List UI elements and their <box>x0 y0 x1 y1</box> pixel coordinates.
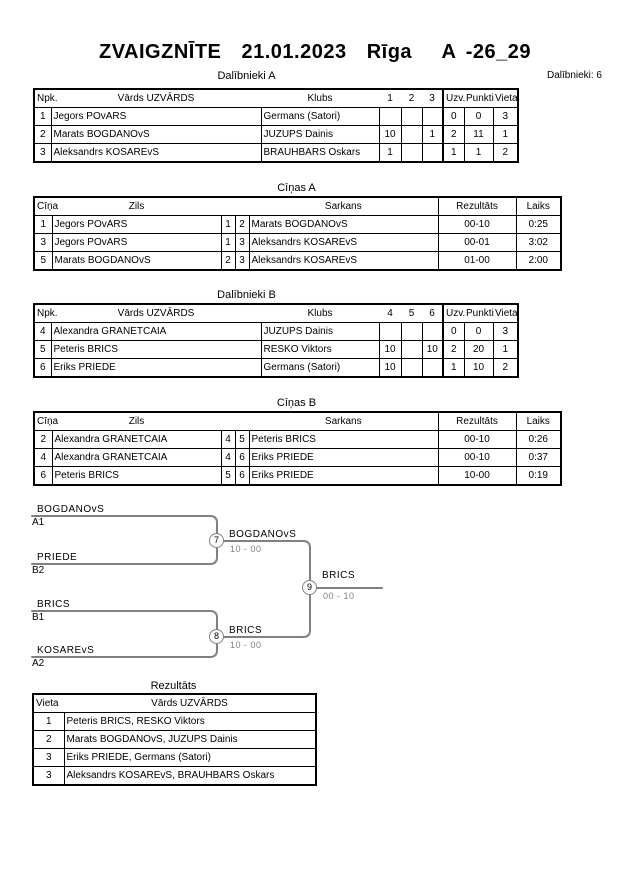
cell-vieta: 1 <box>33 713 64 731</box>
section-label-cinas-a: Cīņas A <box>277 182 316 194</box>
col-header-rezultats: Rezultāts <box>438 197 516 216</box>
cell-rezultats: 00-10 <box>438 449 516 467</box>
cell-cina: 3 <box>34 234 52 252</box>
cell-uzv: 2 <box>443 341 464 359</box>
col-header-laiks: Laiks <box>516 197 561 216</box>
cell-score-3 <box>422 108 443 126</box>
cell-laiks: 0:26 <box>516 431 561 449</box>
cell-name: Eriks PRIEDE <box>51 359 261 378</box>
cell-sarkans: Eriks PRIEDE <box>249 449 438 467</box>
col-header-vieta: Vieta <box>493 89 518 108</box>
cell-name: Aleksandrs KOSAREvS, BRAUHBARS Oskars <box>64 767 316 786</box>
table-row <box>33 713 316 731</box>
col-header-sarkans: Sarkans <box>249 197 438 216</box>
table-row <box>34 234 561 252</box>
bracket <box>0 495 420 685</box>
col-header-blank <box>221 197 235 216</box>
cell-vieta: 3 <box>493 108 518 126</box>
cell-laiks: 0:37 <box>516 449 561 467</box>
col-header-name: Vārds UZVĀRDS <box>64 694 316 713</box>
cinas-a-table <box>33 196 562 271</box>
cell-score-5 <box>401 341 422 359</box>
cell-rezultats: 01-00 <box>438 252 516 271</box>
col-header-klubs: Klubs <box>261 89 379 108</box>
col-header-uzv: Uzv. <box>443 304 464 323</box>
cell-zils: Jegors POvARS <box>52 234 221 252</box>
col-header-cina: Cīņa <box>34 197 52 216</box>
cell-vieta: 1 <box>493 126 518 144</box>
cell-npk: 6 <box>34 359 51 378</box>
match-9-winner: BRICS <box>322 570 356 581</box>
cell-npk: 2 <box>34 126 51 144</box>
cell-name: Eriks PRIEDE, Germans (Satori) <box>64 749 316 767</box>
section-label-dalibnieki-a: Dalībnieki A <box>217 70 276 82</box>
bracket-entrant-name: BRICS <box>37 599 71 610</box>
table-row <box>34 216 561 234</box>
section-label-rezultats: Rezultāts <box>150 680 197 692</box>
page-title: ZVAIGZNĪTE 21.01.2023 Rīga A -26_29 <box>98 41 532 63</box>
cell-sarkans: Aleksandrs KOSAREvS <box>249 234 438 252</box>
cell-n2: 2 <box>235 216 249 234</box>
table-row <box>34 323 518 341</box>
cell-score-1: 10 <box>379 126 401 144</box>
cell-npk: 5 <box>34 341 51 359</box>
cell-uzv: 1 <box>443 144 464 163</box>
cell-score-4: 10 <box>379 341 401 359</box>
cell-score-2 <box>401 126 422 144</box>
cell-vieta: 3 <box>493 323 518 341</box>
cell-klubs: RESKO Viktors <box>261 341 379 359</box>
bracket-line-entrant-3 <box>32 611 217 630</box>
match-7-circle: 7 <box>209 533 224 548</box>
bracket-entrant-name: BOGDANOvS <box>37 504 105 515</box>
table-row <box>33 749 316 767</box>
cell-zils: Jegors POvARS <box>52 216 221 234</box>
col-header-1: 1 <box>379 89 401 108</box>
cell-punkti: 20 <box>464 341 493 359</box>
col-header-blank <box>235 197 249 216</box>
bracket-seed-label: A2 <box>32 658 45 669</box>
col-header-vieta: Vieta <box>33 694 64 713</box>
col-header-npk: Npk. <box>34 304 51 323</box>
col-header-cina: Cīņa <box>34 412 52 431</box>
bracket-seed-label: B2 <box>32 565 45 576</box>
col-header-4: 4 <box>379 304 401 323</box>
table-header-row <box>34 89 518 108</box>
cell-zils: Marats BOGDANOvS <box>52 252 221 271</box>
cell-cina: 2 <box>34 431 52 449</box>
cell-name: Jegors POvARS <box>51 108 261 126</box>
cell-sarkans: Eriks PRIEDE <box>249 467 438 486</box>
cell-rezultats: 00-10 <box>438 216 516 234</box>
cell-name: Alexandra GRANETCAIA <box>51 323 261 341</box>
cell-vieta: 3 <box>33 749 64 767</box>
table-row <box>34 144 518 163</box>
cell-uzv: 0 <box>443 108 464 126</box>
cell-n1: 4 <box>221 431 235 449</box>
col-header-2: 2 <box>401 89 422 108</box>
cell-punkti: 0 <box>464 323 493 341</box>
cell-vieta: 2 <box>493 144 518 163</box>
cell-sarkans: Peteris BRICS <box>249 431 438 449</box>
col-header-name: Vārds UZVĀRDS <box>51 304 261 323</box>
cell-score-2 <box>401 108 422 126</box>
cell-laiks: 0:25 <box>516 216 561 234</box>
col-header-laiks: Laiks <box>516 412 561 431</box>
cell-punkti: 10 <box>464 359 493 378</box>
cell-cina: 1 <box>34 216 52 234</box>
table-row <box>33 767 316 786</box>
cell-n2: 3 <box>235 252 249 271</box>
col-header-zils: Zils <box>52 412 221 431</box>
cell-klubs: Germans (Satori) <box>261 359 379 378</box>
bracket-line-entrant-1 <box>32 516 217 534</box>
match-7-winner: BOGDANOvS <box>229 529 297 540</box>
cell-name: Aleksandrs KOSAREvS <box>51 144 261 163</box>
cell-score-5 <box>401 323 422 341</box>
col-header-3: 3 <box>422 89 443 108</box>
table-row <box>34 126 518 144</box>
cell-vieta: 2 <box>493 359 518 378</box>
cell-klubs: JUZUPS Dainis <box>261 126 379 144</box>
cell-n1: 2 <box>221 252 235 271</box>
bracket-entrant-name: PRIEDE <box>37 552 78 563</box>
cell-rezultats: 10-00 <box>438 467 516 486</box>
cell-score-4 <box>379 323 401 341</box>
cell-cina: 5 <box>34 252 52 271</box>
cell-laiks: 0:19 <box>516 467 561 486</box>
table-header-row <box>34 412 561 431</box>
cell-uzv: 0 <box>443 323 464 341</box>
bracket-seed-label: A1 <box>32 517 45 528</box>
col-header-vieta: Vieta <box>493 304 518 323</box>
match-8-winner: BRICS <box>229 625 263 636</box>
col-header-5: 5 <box>401 304 422 323</box>
cell-vieta: 3 <box>33 767 64 786</box>
cell-score-1 <box>379 108 401 126</box>
col-header-punkti: Punkti <box>464 89 493 108</box>
cell-cina: 4 <box>34 449 52 467</box>
table-header-row <box>33 694 316 713</box>
rezultats-table <box>32 693 317 786</box>
cell-uzv: 2 <box>443 126 464 144</box>
table-row <box>34 252 561 271</box>
table-row <box>34 359 518 378</box>
col-header-zils: Zils <box>52 197 221 216</box>
cell-vieta: 1 <box>493 341 518 359</box>
col-header-sarkans: Sarkans <box>249 412 438 431</box>
cell-npk: 1 <box>34 108 51 126</box>
col-header-uzv: Uzv. <box>443 89 464 108</box>
cell-sarkans: Aleksandrs KOSAREvS <box>249 252 438 271</box>
cell-klubs: JUZUPS Dainis <box>261 323 379 341</box>
section-label-cinas-b: Cīņas B <box>276 397 317 409</box>
cell-name: Peteris BRICS, RESKO Viktors <box>64 713 316 731</box>
match-7-score: 10 - 00 <box>230 544 262 554</box>
cell-score-3 <box>422 144 443 163</box>
bracket-seed-label: B1 <box>32 612 45 623</box>
cell-laiks: 2:00 <box>516 252 561 271</box>
table-row <box>34 431 561 449</box>
col-header-6: 6 <box>422 304 443 323</box>
cell-score-6: 10 <box>422 341 443 359</box>
cell-n2: 6 <box>235 467 249 486</box>
col-header-rezultats: Rezultāts <box>438 412 516 431</box>
cell-score-6 <box>422 323 443 341</box>
cell-npk: 4 <box>34 323 51 341</box>
cell-punkti: 0 <box>464 108 493 126</box>
cell-score-5 <box>401 359 422 378</box>
cell-vieta: 2 <box>33 731 64 749</box>
cell-rezultats: 00-01 <box>438 234 516 252</box>
dalibnieki-b-table <box>33 303 519 378</box>
cell-rezultats: 00-10 <box>438 431 516 449</box>
col-header-klubs: Klubs <box>261 304 379 323</box>
cell-name: Marats BOGDANOvS, JUZUPS Dainis <box>64 731 316 749</box>
cell-sarkans: Marats BOGDANOvS <box>249 216 438 234</box>
cell-n1: 4 <box>221 449 235 467</box>
cell-n2: 3 <box>235 234 249 252</box>
cell-score-4: 10 <box>379 359 401 378</box>
cell-klubs: Germans (Satori) <box>261 108 379 126</box>
col-header-blank <box>235 412 249 431</box>
cell-name: Peteris BRICS <box>51 341 261 359</box>
cell-score-3: 1 <box>422 126 443 144</box>
match-9-circle: 9 <box>302 580 317 595</box>
cell-name: Marats BOGDANOvS <box>51 126 261 144</box>
table-row <box>34 449 561 467</box>
col-header-blank <box>221 412 235 431</box>
cell-klubs: BRAUHBARS Oskars <box>261 144 379 163</box>
cell-n1: 1 <box>221 234 235 252</box>
cell-n2: 6 <box>235 449 249 467</box>
col-header-name: Vārds UZVĀRDS <box>51 89 261 108</box>
cell-npk: 3 <box>34 144 51 163</box>
cell-score-1: 1 <box>379 144 401 163</box>
table-row <box>34 467 561 486</box>
table-row <box>34 108 518 126</box>
cell-n1: 5 <box>221 467 235 486</box>
cell-laiks: 3:02 <box>516 234 561 252</box>
cell-score-6 <box>422 359 443 378</box>
cell-cina: 6 <box>34 467 52 486</box>
dalibnieki-a-table <box>33 88 519 163</box>
bracket-entrant-name: KOSAREvS <box>37 645 95 656</box>
bracket-lines <box>0 495 420 685</box>
cinas-b-table <box>33 411 562 486</box>
table-row <box>33 731 316 749</box>
match-8-score: 10 - 00 <box>230 640 262 650</box>
col-header-punkti: Punkti <box>464 304 493 323</box>
cell-punkti: 11 <box>464 126 493 144</box>
cell-zils: Alexandra GRANETCAIA <box>52 431 221 449</box>
cell-score-2 <box>401 144 422 163</box>
col-header-npk: Npk. <box>34 89 51 108</box>
cell-punkti: 1 <box>464 144 493 163</box>
section-label-dalibnieki-b: Dalībnieki B <box>217 289 276 301</box>
cell-uzv: 1 <box>443 359 464 378</box>
table-header-row <box>34 197 561 216</box>
cell-n2: 5 <box>235 431 249 449</box>
participants-count-note: Dalībnieki: 6 <box>546 70 602 81</box>
cell-n1: 1 <box>221 216 235 234</box>
cell-zils: Peteris BRICS <box>52 467 221 486</box>
cell-zils: Alexandra GRANETCAIA <box>52 449 221 467</box>
match-8-circle: 8 <box>209 629 224 644</box>
table-row <box>34 341 518 359</box>
table-header-row <box>34 304 518 323</box>
match-9-score: 00 - 10 <box>323 591 355 601</box>
